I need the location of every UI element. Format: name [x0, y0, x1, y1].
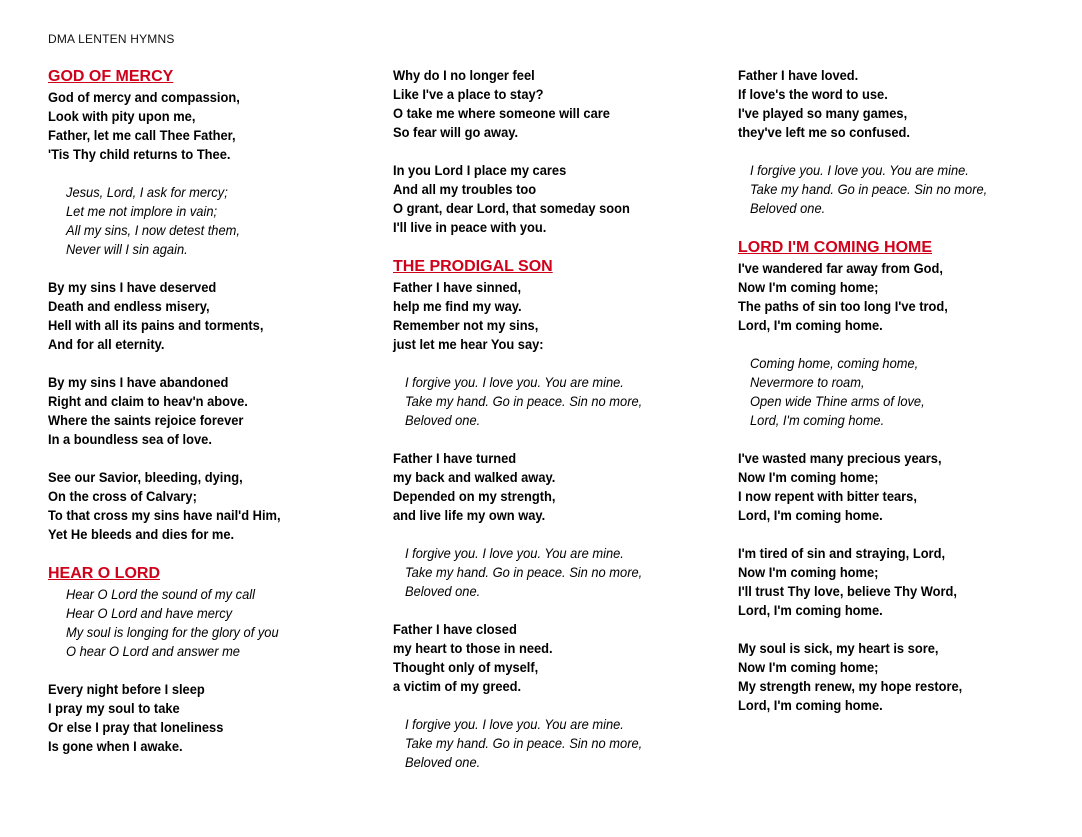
chorus-line: Hear O Lord the sound of my call: [66, 586, 256, 602]
lyric-line: Now I'm coming home;: [738, 564, 879, 580]
chorus-line: Nevermore to roam,: [750, 374, 865, 390]
lyric-line: Depended on my strength,: [393, 488, 556, 504]
lyric-line: So fear will go away.: [393, 124, 519, 140]
lyric-line: In a boundless sea of love.: [48, 431, 212, 447]
column-3: [738, 66, 1058, 715]
lyric-line: On the cross of Calvary;: [48, 488, 197, 504]
verse: [393, 278, 713, 354]
lyric-line: If love's the word to use.: [738, 86, 888, 102]
chorus-line: Beloved one.: [405, 412, 481, 428]
chorus-line: Beloved one.: [405, 583, 481, 599]
lyric-line: Is gone when I awake.: [48, 738, 183, 754]
lyric-line: Yet He bleeds and dies for me.: [48, 526, 235, 542]
lyric-line: The paths of sin too long I've trod,: [738, 298, 948, 314]
lyric-line: Father I have sinned,: [393, 279, 522, 295]
lyric-line: a victim of my greed.: [393, 678, 522, 694]
lyric-line: And all my troubles too: [393, 181, 537, 197]
hymn-title-god-of-mercy: GOD OF MERCY: [48, 68, 174, 85]
verse: [738, 449, 1058, 525]
chorus-line: Hear O Lord and have mercy: [66, 605, 233, 621]
lyric-line: Look with pity upon me,: [48, 108, 196, 124]
lyric-line: My strength renew, my hope restore,: [738, 678, 963, 694]
chorus-line: Lord, I'm coming home.: [750, 412, 885, 428]
lyric-line: Every night before I sleep: [48, 681, 205, 697]
lyric-line: Lord, I'm coming home.: [738, 697, 883, 713]
lyric-line: By my sins I have abandoned: [48, 374, 229, 390]
chorus-line: Take my hand. Go in peace. Sin no more,: [750, 181, 988, 197]
chorus-line: I forgive you. I love you. You are mine.: [405, 716, 624, 732]
lyric-line: Where the saints rejoice forever: [48, 412, 244, 428]
lyric-line: I now repent with bitter tears,: [738, 488, 917, 504]
chorus-line: Take my hand. Go in peace. Sin no more,: [405, 393, 643, 409]
chorus-line: Jesus, Lord, I ask for mercy;: [66, 184, 228, 200]
lyric-line: Father I have turned: [393, 450, 517, 466]
verse: [48, 88, 368, 164]
chorus-line: Open wide Thine arms of love,: [750, 393, 925, 409]
chorus: [48, 183, 368, 259]
column-2: [393, 66, 713, 772]
chorus: [393, 544, 713, 601]
chorus-line: O hear O Lord and answer me: [66, 643, 240, 659]
lyric-line: Death and endless misery,: [48, 298, 210, 314]
chorus-line: Take my hand. Go in peace. Sin no more,: [405, 564, 643, 580]
chorus: [48, 585, 368, 661]
lyric-line: Why do I no longer feel: [393, 67, 535, 83]
chorus-line: Take my hand. Go in peace. Sin no more,: [405, 735, 643, 751]
chorus-line: Coming home, coming home,: [750, 355, 919, 371]
lyric-line: I'll live in peace with you.: [393, 219, 547, 235]
lyric-line: Lord, I'm coming home.: [738, 317, 883, 333]
chorus-line: Let me not implore in vain;: [66, 203, 218, 219]
lyric-line: Like I've a place to stay?: [393, 86, 544, 102]
lyric-line: God of mercy and compassion,: [48, 89, 240, 105]
lyric-line: See our Savior, bleeding, dying,: [48, 469, 243, 485]
lyric-line: I'm tired of sin and straying, Lord,: [738, 545, 946, 561]
chorus: [738, 354, 1058, 430]
lyric-line: Or else I pray that loneliness: [48, 719, 224, 735]
lyric-line: O grant, dear Lord, that someday soon: [393, 200, 630, 216]
lyric-line: In you Lord I place my cares: [393, 162, 567, 178]
lyric-line: By my sins I have deserved: [48, 279, 217, 295]
lyric-line: I've wasted many precious years,: [738, 450, 942, 466]
verse: [738, 66, 1058, 142]
lyric-line: Now I'm coming home;: [738, 469, 879, 485]
lyric-line: Now I'm coming home;: [738, 279, 879, 295]
chorus-line: Never will I sin again.: [66, 241, 188, 257]
chorus-line: Beloved one.: [405, 754, 481, 770]
verse: [738, 259, 1058, 335]
lyric-line: Remember not my sins,: [393, 317, 539, 333]
lyric-line: I've played so many games,: [738, 105, 908, 121]
lyric-line: Lord, I'm coming home.: [738, 507, 883, 523]
chorus-line: I forgive you. I love you. You are mine.: [405, 374, 624, 390]
lyric-line: Father I have closed: [393, 621, 517, 637]
lyric-line: my back and walked away.: [393, 469, 556, 485]
chorus-line: Beloved one.: [750, 200, 826, 216]
chorus: [393, 373, 713, 430]
lyric-line: O take me where someone will care: [393, 105, 610, 121]
lyric-line: Father I have loved.: [738, 67, 859, 83]
lyric-line: I've wandered far away from God,: [738, 260, 943, 276]
verse: [48, 278, 368, 354]
lyric-line: Lord, I'm coming home.: [738, 602, 883, 618]
lyric-line: I pray my soul to take: [48, 700, 180, 716]
verse: [738, 639, 1058, 715]
verse: [393, 449, 713, 525]
verse: [393, 620, 713, 696]
lyric-line: just let me hear You say:: [393, 336, 544, 352]
lyric-line: To that cross my sins have nail'd Him,: [48, 507, 281, 523]
chorus: [738, 161, 1058, 218]
hymn-title-lord-im-coming-home: LORD I'M COMING HOME: [738, 239, 933, 256]
verse: [738, 544, 1058, 620]
hymn-title-hear-o-lord: HEAR O LORD: [48, 565, 160, 582]
lyric-line: Now I'm coming home;: [738, 659, 879, 675]
lyric-line: 'Tis Thy child returns to Thee.: [48, 146, 231, 162]
verse: [48, 468, 368, 544]
chorus-line: I forgive you. I love you. You are mine.: [750, 162, 969, 178]
lyric-line: Hell with all its pains and torments,: [48, 317, 264, 333]
verse: [48, 680, 368, 756]
lyric-line: Right and claim to heav'n above.: [48, 393, 248, 409]
lyric-line: Father, let me call Thee Father,: [48, 127, 236, 143]
verse: [393, 161, 713, 237]
verse: [393, 66, 713, 142]
verse: [48, 373, 368, 449]
column-1: [48, 66, 368, 756]
lyric-line: I'll trust Thy love, believe Thy Word,: [738, 583, 957, 599]
chorus-line: I forgive you. I love you. You are mine.: [405, 545, 624, 561]
lyric-line: help me find my way.: [393, 298, 522, 314]
lyric-line: Thought only of myself,: [393, 659, 539, 675]
chorus-line: My soul is longing for the glory of you: [66, 624, 279, 640]
chorus: [393, 715, 713, 772]
lyric-line: my heart to those in need.: [393, 640, 553, 656]
hymn-title-prodigal-son: THE PRODIGAL SON: [393, 258, 553, 275]
lyric-line: And for all eternity.: [48, 336, 165, 352]
lyric-line: My soul is sick, my heart is sore,: [738, 640, 939, 656]
lyric-line: they've left me so confused.: [738, 124, 910, 140]
chorus-line: All my sins, I now detest them,: [66, 222, 240, 238]
document-header: DMA LENTEN HYMNS: [48, 32, 175, 46]
lyric-line: and live life my own way.: [393, 507, 546, 523]
